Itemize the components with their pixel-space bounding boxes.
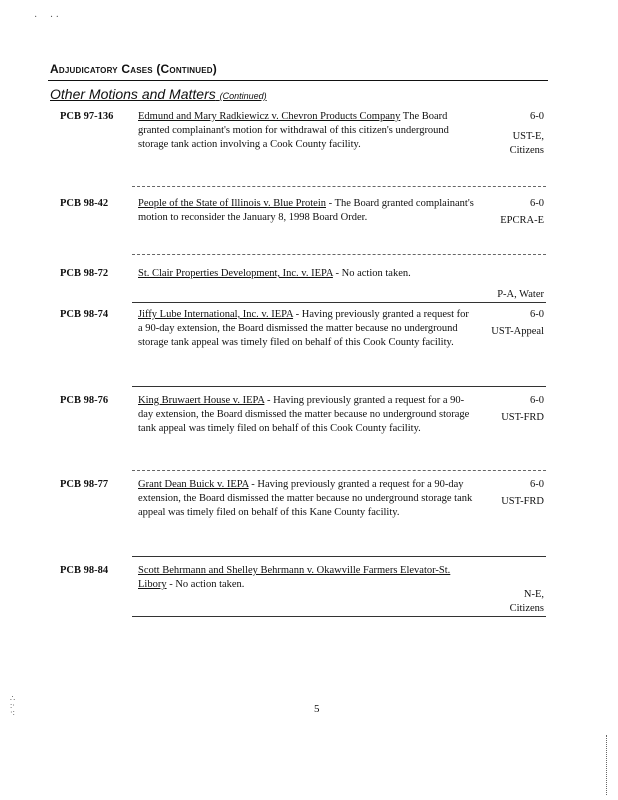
case-vote-block <box>464 478 544 509</box>
page-header: Adjudicatory Cases (Continued) <box>50 62 217 76</box>
case-vote-block <box>464 308 544 339</box>
case-divider <box>132 186 546 187</box>
case-caption: Grant Dean Buick v. IEPA <box>138 479 249 490</box>
case-number: PCB 98-84 <box>60 565 109 576</box>
header-rule <box>48 80 548 81</box>
case-text: The Board granted complainant's motion for withdrawal of this citizen's underground storage tank action involving a Cook County facility. <box>138 111 449 150</box>
case-text: - No action taken. <box>332 268 411 279</box>
case-vote: 6-0 <box>530 309 544 320</box>
case-number: PCB 98-77 <box>60 479 109 490</box>
case-vote: 6-0 <box>530 395 544 406</box>
case-divider <box>132 386 546 387</box>
scan-edge-mark <box>606 735 607 795</box>
case-caption: King Bruwaert House v. IEPA <box>138 395 265 406</box>
case-description <box>138 267 476 281</box>
case-text: - The Board granted complainant's motion to reconsider the January 8, 1998 Board Order. <box>138 198 474 223</box>
case-text: - Having previously granted a request for a 90-day extension, the Board dismissed the matter because no underground storage tank appeal was timely filed on behalf of this Cook County facility. <box>138 395 470 434</box>
case-type: UST-E, <box>512 131 544 142</box>
case-vote-block <box>464 288 544 302</box>
case-type: EPCRA-E <box>500 215 544 226</box>
case-vote-block <box>464 588 544 616</box>
case-description <box>138 478 476 520</box>
case-caption: Scott Behrmann and Shelley Behrmann v. Okawville Farmers Elevator-St. Libory <box>138 565 451 590</box>
case-vote-block <box>464 197 544 228</box>
case-number: PCB 98-42 <box>60 198 109 209</box>
case-divider <box>132 470 546 471</box>
case-type: Citizens <box>509 603 544 614</box>
case-description <box>138 394 476 436</box>
case-number: PCB 97-136 <box>60 111 114 122</box>
case-description <box>138 308 476 350</box>
case-vote: 6-0 <box>530 198 544 209</box>
case-caption: St. Clair Properties Development, Inc. v. IEPA <box>138 268 333 279</box>
case-text: - Having previously granted a request for a 90-day extension, the Board dismissed the matter because no underground storage tank appeal was timely filed on behalf of this Cook County facility. <box>138 309 469 348</box>
section-title-text: Other Motions and Matters <box>50 86 216 102</box>
scan-artifact: · · · <box>34 12 59 23</box>
case-vote-block <box>464 394 544 425</box>
case-type: UST-Appeal <box>491 326 544 337</box>
case-number: PCB 98-72 <box>60 268 109 279</box>
section-title <box>50 86 267 102</box>
case-text: - No action taken. <box>166 579 245 590</box>
case-number: PCB 98-74 <box>60 309 109 320</box>
case-divider <box>132 254 546 255</box>
case-number: PCB 98-76 <box>60 395 109 406</box>
case-caption: Jiffy Lube International, Inc. v. IEPA <box>138 309 294 320</box>
case-divider <box>132 616 546 617</box>
case-description <box>138 197 476 225</box>
case-description <box>138 564 476 592</box>
case-caption: People of the State of Illinois v. Blue Protein <box>138 198 327 209</box>
case-vote: 6-0 <box>530 111 544 122</box>
case-divider <box>132 556 546 557</box>
case-vote: 6-0 <box>530 479 544 490</box>
section-subtitle: (Continued) <box>219 91 267 101</box>
case-divider <box>132 302 546 303</box>
case-type: Citizens <box>509 145 544 156</box>
case-caption: Edmund and Mary Radkiewicz v. Chevron Products Company <box>138 111 401 122</box>
case-type: N-E, <box>523 589 544 600</box>
case-type: UST-FRD <box>501 412 544 423</box>
case-description <box>138 110 476 152</box>
case-type: UST-FRD <box>501 496 544 507</box>
page-number: 5 <box>314 703 320 715</box>
case-text: - Having previously granted a request for a 90-day extension, the Board dismissed the matter because no underground storage tank appeal was timely filed on behalf of this Kane County facility. <box>138 479 473 518</box>
case-type: P-A, Water <box>497 289 544 300</box>
case-vote-block <box>464 110 544 158</box>
scan-artifact: ∴ :· ·: <box>10 694 16 717</box>
